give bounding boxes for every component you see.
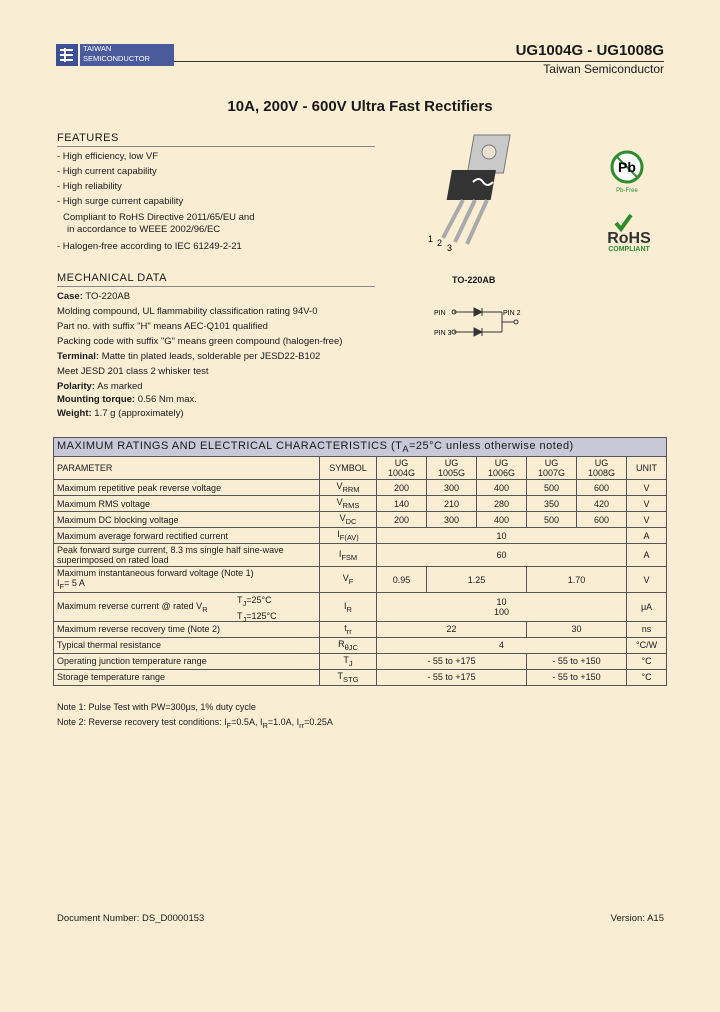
feature-item: Compliant to RoHS Directive 2011/65/EU and [63, 212, 255, 223]
feature-item: - Halogen-free according to IEC 61249-2-21 [57, 241, 242, 252]
mech-case: Case: TO-220AB [57, 291, 131, 302]
notes [57, 700, 333, 733]
rohs-badge [598, 207, 660, 255]
package-label: TO-220AB [452, 275, 496, 285]
company-logo [56, 44, 174, 66]
compliant-text: COMPLIANT [608, 246, 650, 253]
mech-polarity: Polarity: As marked [57, 381, 143, 392]
table-heading: MAXIMUM RATINGS AND ELECTRICAL CHARACTERISTICS ($T_A=25^\circ C$ unless otherwise noted) [54, 438, 667, 457]
mech-line: Meet JESD 201 class 2 whisker test [57, 366, 209, 377]
table-row: Maximum average forward rectified current $I_{F(AV)}$ 10 A [54, 528, 667, 544]
check-icon [616, 215, 631, 229]
mech-line: Part no. with suffix "H" means AEC-Q101 qualified [57, 321, 268, 332]
note-2: Note 2: Reverse recovery test conditions: $I_F=0.5A$, $I_R=1.0A$, $I_{rr}=0.25A$ [57, 717, 333, 730]
mechanical-rule [57, 286, 375, 287]
table-row: Maximum DC blocking voltage $V_{DC}$ 200 300 400 500 600 V [54, 512, 667, 528]
pb-free-text: Pb-Free [616, 188, 638, 194]
feature-item: - High reliability [57, 181, 122, 192]
mech-line: Packing code with suffix "G" means green compound (halogen-free) [57, 336, 343, 347]
mech-torque: Mounting torque: 0.56 Nm max. [57, 394, 197, 405]
col-unit: UNIT [627, 457, 667, 480]
company-name: Taiwan Semiconductor [543, 62, 664, 76]
table-row: Maximum reverse current @ rated $V_R$ $T_J=25^\circ C$ $T_J=125^\circ C$ $I_R$ 10 100 μA [54, 592, 667, 621]
diode-icon [474, 308, 482, 316]
document-number: Document Number: DS_D0000153 [57, 913, 205, 924]
features-rule [57, 146, 375, 147]
pin-c-label: PIN 3 [434, 330, 452, 337]
logo-line1: TAIWAN [83, 44, 112, 53]
feature-item: in accordance to WEEE 2002/96/EC [67, 224, 221, 235]
col-symbol: SYMBOL [320, 457, 377, 480]
logo-line2: SEMICONDUCTOR [83, 54, 150, 63]
table-row: Typical thermal resistance $R_{\theta JC}$ 4 °C/W [54, 637, 667, 653]
table-row: Maximum reverse recovery time (Note 2) $t_{rr}$ 22 30 ns [54, 621, 667, 637]
col-device: UG 1004G [377, 457, 427, 480]
ratings-table [53, 437, 667, 686]
pin1-label: 1 [428, 234, 434, 244]
rohs-text: RoHS [607, 230, 651, 247]
pb-text: Pb [618, 159, 636, 175]
feature-item: - High surge current capability [57, 196, 184, 207]
table-row: Peak forward surge current, 8.3 ms single half sine-wave superimposed on rated load $I_{FSM}$ 60 A [54, 544, 667, 567]
ts-logo-icon [56, 44, 78, 66]
mechanical-heading: MECHANICAL DATA [57, 272, 167, 284]
col-device: UG 1006G [477, 457, 527, 480]
feature-item: - High efficiency, low VF [57, 151, 159, 162]
col-device: UG 1008G [577, 457, 627, 480]
version: Version: A15 [610, 913, 664, 924]
diode-icon [474, 328, 482, 336]
pin-a-label: PIN [434, 310, 446, 317]
pin-diagram [432, 302, 532, 342]
col-parameter: PARAMETER [54, 457, 320, 480]
pin-b-label: PIN 2 [503, 310, 521, 317]
mech-terminal: Terminal: Matte tin plated leads, solderable per JESD22-B102 [57, 351, 321, 362]
pin3-label: 3 [447, 243, 453, 253]
note-1: Note 1: Pulse Test with PW=300μs, 1% duty cycle [57, 702, 256, 712]
col-device: UG 1005G [427, 457, 477, 480]
pb-free-badge [605, 149, 649, 195]
features-heading: FEATURES [57, 132, 119, 144]
table-header-row [54, 457, 667, 480]
page-title: 10A, 200V - 600V Ultra Fast Rectifiers [227, 98, 493, 115]
table-row: Operating junction temperature range $T_J$ - 55 to +175 - 55 to +150 °C [54, 653, 667, 669]
feature-item: - High current capability [57, 166, 157, 177]
mech-weight: Weight: 1.7 g (approximately) [57, 408, 184, 419]
logo-text [80, 44, 174, 66]
to220-package-image [425, 130, 535, 255]
col-device: UG 1007G [527, 457, 577, 480]
table-row: Maximum RMS voltage $V_{RMS}$ 140 210 280 350 420 V [54, 496, 667, 512]
mech-line: Molding compound, UL flammability classification rating 94V-0 [57, 306, 318, 317]
pin2-label: 2 [437, 238, 443, 248]
table-row: Maximum instantaneous forward voltage (Note 1) $I_F= 5$ A $V_F$ 0.95 1.25 1.70 V [54, 567, 667, 593]
table-row: Storage temperature range $T_{STG}$ - 55 to +175 - 55 to +150 °C [54, 669, 667, 685]
table-row: Maximum repetitive peak reverse voltage $V_{RRM}$ 200 300 400 500 600 V [54, 480, 667, 496]
part-number: UG1004G - UG1008G [515, 42, 664, 59]
